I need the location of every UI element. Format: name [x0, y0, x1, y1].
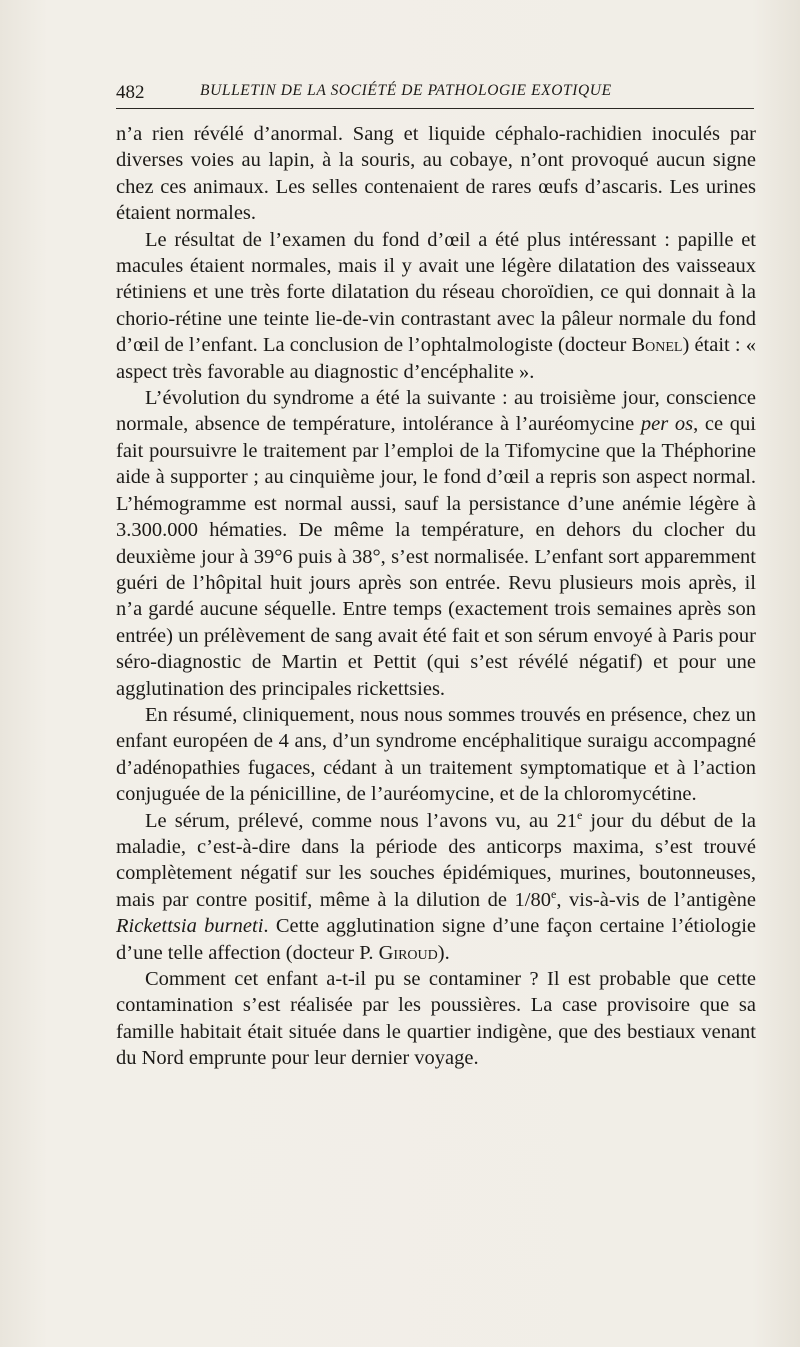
paragraph-6 [116, 966, 756, 1072]
paragraph-2 [116, 227, 756, 385]
paragraph-2-text-b: ) était : « aspect très favorable au diagnostic d’encéphalite ». [116, 334, 756, 383]
author-name-bonel: Bonel [631, 334, 683, 357]
paragraph-3 [116, 385, 756, 702]
paragraph-4 [116, 702, 756, 808]
running-head [116, 78, 756, 104]
italic-per-os: per os [640, 413, 694, 436]
author-name-giroud: Giroud [378, 941, 438, 964]
paragraph-5 [116, 808, 756, 966]
paragraph-5-text-b: jour du début de la maladie, c’est-à-dire dans la période des anticorps maxima, s’est trouvé complètement négatif sur les souches épidémiques, murines, boutonneuses, mais par contre positif, même à la dilution de 1/80 [116, 809, 756, 911]
paragraph-5-text-d: . Cette agglutination signe d’une façon certaine l’étiologie d’une telle affection (docteur P. [116, 915, 757, 964]
italic-rickettsia-burneti: Rickettsia burneti [116, 915, 264, 938]
header-rule [116, 108, 754, 109]
paragraph-1 [116, 121, 756, 227]
paragraph-5-text-a: Le sérum, prélevé, comme nous l’avons vu, au 21 [145, 809, 577, 832]
superscript-e: e [576, 807, 583, 822]
article-body [116, 121, 756, 1072]
paragraph-2-text-a: Le résultat de l’examen du fond d’œil a été plus intéressant : papille et macules étaient normales, mais il y avait une légère dilatation des vaisseaux rétiniens et une très forte dilatation du réseau choroïdien, ce qui donnait à la chorio-rétine une teinte lie-de-vin contrastant avec la pâleur normale du fond d’œil de l’enfant. La conclusion de l’ophtalmologiste (docteur [116, 228, 756, 357]
page-number: 482 [116, 82, 145, 103]
paragraph-1-text: n’a rien révélé d’anormal. Sang et liquide céphalo-rachidien inoculés par diverses voies au lapin, à la souris, au cobaye, n’ont provoqué aucun signe chez ces animaux. Les selles contenaient de rares œufs d’ascaris. Les urines étaient normales. [116, 123, 756, 225]
paragraph-6-text: Comment cet enfant a-t-il pu se contaminer ? Il est probable que cette contamination s’est réalisée par les poussières. La case provisoire que sa famille habitait était située dans le quartier indigène, que des bestiaux venant du Nord emprunte pour leur dernier voyage. [116, 968, 756, 1070]
paragraph-5-text-c: , vis-à-vis de l’antigène [556, 888, 756, 911]
journal-title: BULLETIN DE LA SOCIÉTÉ DE PATHOLOGIE EXOTIQUE [200, 82, 612, 99]
paragraph-5-text-e: ). [437, 941, 450, 964]
superscript-e-2: e [551, 886, 557, 901]
paragraph-3-text-b: , ce qui fait poursuivre le traitement par l’emploi de la Tifomycine que la Théphorine aide à supporter ; au cinquième jour, le fond d’œil a repris son aspect normal. L’hémogramme est normal aussi, sauf la persistance d’une anémie légère à 3.300.000 hématies. De même la température, en dehors du clocher du deuxième jour à 39°6 puis à 38°, s’est normalisée. L’enfant sort apparemment guéri de l’hôpital huit jours après son entrée. Revu plusieurs mois après, il n’a gardé aucune séquelle. Entre temps (exactement trois semaines après son entrée) un prélèvement de sang avait été fait et son sérum envoyé à Paris pour séro-diagnostic de Martin et Pettit (qui s’est révélé négatif) et pour une agglutination des principales rickettsies. [116, 413, 756, 700]
paragraph-3-text-a: L’évolution du syndrome a été la suivante : au troisième jour, conscience normale, absence de température, intolérance à l’auréomycine [116, 387, 756, 436]
paragraph-4-text: En résumé, cliniquement, nous nous sommes trouvés en présence, chez un enfant européen de 4 ans, d’un syndrome encéphalitique suraigu accompagné d’adénopathies fugaces, cédant à un traitement symptomatique et à l’action conjuguée de la pénicilline, de l’auréomycine, et de la chloromycétine. [116, 703, 756, 806]
